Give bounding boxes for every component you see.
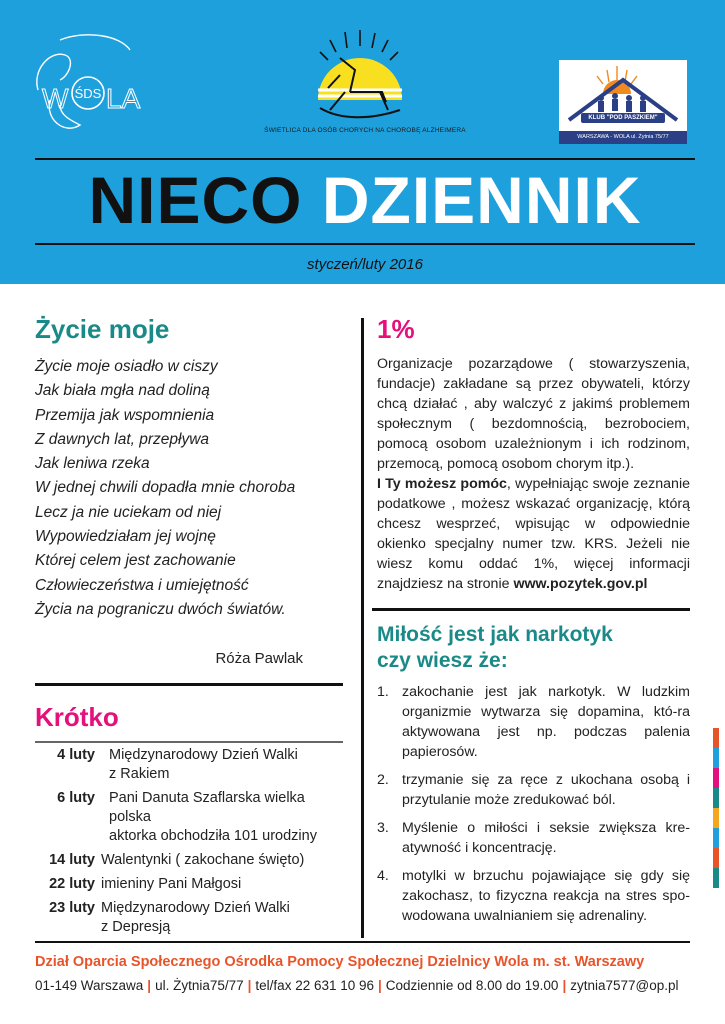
- list-item: [377, 682, 690, 762]
- brief-row: [35, 875, 350, 894]
- poem-line: Człowieczeństwa i umiejętność: [35, 576, 249, 594]
- poem-line: Której celem jest zachowanie: [35, 552, 236, 570]
- list-item: [377, 818, 690, 858]
- poem-text: [35, 355, 345, 622]
- percent-lead: I Ty możesz pomóc: [377, 476, 507, 492]
- brief-text: imieniny Pani Małgosi: [101, 876, 242, 892]
- brief-date: 14 luty: [49, 852, 95, 868]
- brief-text: Międzynarodowy Dzień Walki z Depresją: [101, 900, 290, 935]
- poem-line: Z dawnych lat, przepływa: [35, 430, 210, 448]
- brief-text: Międzynarodowy Dzień Walki z Rakiem: [109, 747, 298, 782]
- center-logo-caption: ŚWIETLICA DLA OSÓB CHORYCH NA CHOROBĘ ALZHEIMERA: [264, 127, 466, 134]
- poem-author: Róża Pawlak: [215, 650, 303, 667]
- footer-address-street: ul. Żytnia75/77: [155, 978, 244, 993]
- love-title: Miłość jest jak narkotyk czy wiesz że:: [377, 623, 613, 672]
- header-band: [0, 0, 725, 284]
- brief-row: [35, 899, 350, 937]
- poem-title: Życie moje: [35, 314, 170, 344]
- poem-line: Życia na pograniczu dwóch światów.: [35, 600, 286, 618]
- percent-title: 1%: [377, 314, 415, 344]
- list-number: 1.: [377, 684, 389, 700]
- love-list: [377, 682, 690, 934]
- club-address: WARSZAWA - WOLA ul. Żytnia 75/77: [559, 131, 687, 144]
- poem-line: W jednej chwili dopadła mnie choroba: [35, 479, 296, 497]
- brief-date: 23 luty: [49, 900, 95, 916]
- poem-line: Przemija jak wspomnienia: [35, 406, 215, 424]
- brief-row: [35, 851, 350, 870]
- percent-body: [377, 354, 690, 594]
- column-divider: [361, 318, 364, 938]
- brief-text: Walentynki ( zakochane święto): [101, 852, 305, 868]
- percent-paragraph-2: [377, 474, 690, 594]
- brief-row: [35, 746, 350, 784]
- poem-line: Jak biała mgła nad doliną: [35, 382, 210, 400]
- footer-separator: |: [378, 978, 382, 993]
- footer-contacts: [35, 978, 695, 993]
- rocking-chair-sun-logo: [300, 30, 410, 130]
- right-section-rule: [372, 608, 690, 611]
- title-word-2: DZIENNIK: [321, 163, 642, 237]
- list-number: 4.: [377, 868, 389, 884]
- brief-date: 22 luty: [49, 876, 95, 892]
- brief-date: 6 luty: [57, 790, 95, 806]
- newsletter-title: [35, 160, 695, 240]
- percent-paragraph-1: Organizacje pozarządowe ( stowarzyszenia, fundacje) zakładane są przez obywateli, którzy chcą działać , aby walczyć z jakimś problemem społecznym ( bezdomnością, bezrobociem, pomocą osobom uzależnionym i ich rodzinom, przemocą, pomocą osobom chorym itp.).: [377, 356, 690, 472]
- title-word-1: NIECO: [88, 163, 303, 237]
- list-item: [377, 770, 690, 810]
- left-section-rule: [35, 683, 343, 686]
- brief-text: Pani Danuta Szaflarska wielka polska aktorka obchodziła 101 urodziny: [109, 790, 317, 844]
- list-text: motylki w brzuchu pojawiające się gdy się zakochasz, to fizyczna reakcja na stres spo-wodowana uwalnianiem się adrenaliny.: [402, 868, 690, 924]
- svg-text:LA: LA: [106, 83, 141, 114]
- footer-separator: |: [562, 978, 567, 993]
- footer-phone: tel/fax 22 631 10 96: [255, 978, 375, 993]
- footer-separator: |: [247, 978, 252, 993]
- svg-text:W: W: [42, 83, 69, 114]
- list-number: 3.: [377, 820, 389, 836]
- brief-row: [35, 789, 350, 846]
- poem-line: Lecz ja nie uciekam od niej: [35, 503, 222, 521]
- club-name: KLUB "POD PASZKIEM": [581, 113, 665, 123]
- list-text: zakochanie jest jak narkotyk. W ludzkim organizmie wytwarza się dopamina, któ-ra aktywowana jest np. podczas palenia papierosów.: [402, 684, 690, 760]
- issue-date: styczeń/luty 2016: [307, 256, 423, 273]
- footer-rule: [35, 941, 690, 943]
- wola-logo: [30, 30, 155, 142]
- brief-underline: [35, 741, 343, 743]
- decorative-color-stripe: [713, 728, 719, 888]
- footer-hours: Codziennie od 8.00 do 19.00: [385, 978, 559, 993]
- footer-address-postal: 01-149 Warszawa: [35, 978, 144, 993]
- footer-email[interactable]: zytnia7577@op.pl: [570, 978, 679, 993]
- list-item: [377, 866, 690, 926]
- brief-date: 4 luty: [57, 747, 95, 763]
- footer-organization: Dział Oparcia Społecznego Ośrodka Pomocy Społecznej Dzielnicy Wola m. st. Warszawy: [35, 954, 645, 970]
- svg-text:ŚDS: ŚDS: [74, 86, 102, 101]
- brief-title: Krótko: [35, 702, 119, 732]
- footer-separator: |: [147, 978, 152, 993]
- poem-line: Życie moje osiadło w ciszy: [35, 358, 218, 375]
- club-logo: [559, 60, 687, 144]
- title-bottom-rule: [35, 243, 695, 245]
- poem-line: Jak leniwa rzeka: [35, 455, 150, 473]
- percent-text: , wypełniając swoje zeznanie podatkowe , możesz wskazać organizację, którą chcesz wesprzeć, wpisując w odpowiednie okienko specjalny numer tzw. KRS. Jeżeli nie wiesz komu oddać 1%, więcej informacji znajdziesz na stronie: [377, 476, 690, 592]
- list-text: trzymanie się za ręce z ukochana osobą i przytulanie może zredukować ból.: [402, 772, 690, 808]
- poem-line: Wypowiedziałam jej wojnę: [35, 528, 216, 546]
- brief-list: [35, 746, 350, 942]
- list-number: 2.: [377, 772, 389, 788]
- pozytek-link[interactable]: www.pozytek.gov.pl: [513, 576, 648, 592]
- list-text: Myślenie o miłości i seksie zwiększa kre-atywność i koncentrację.: [402, 820, 690, 856]
